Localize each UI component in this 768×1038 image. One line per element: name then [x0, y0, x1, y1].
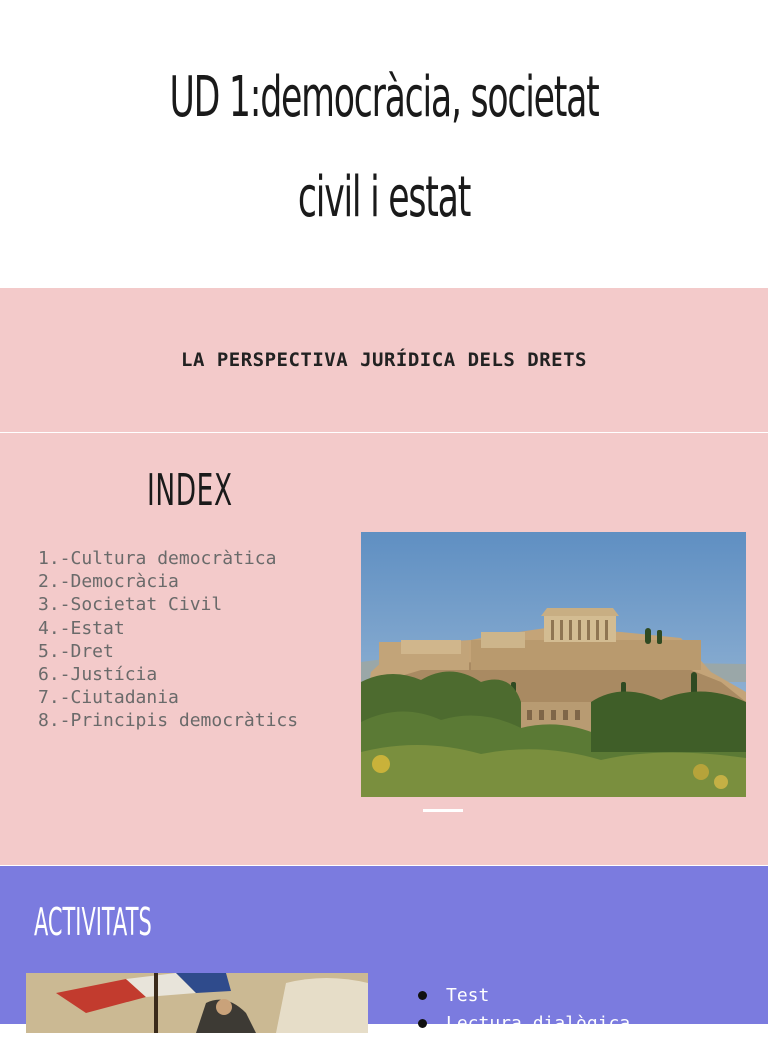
subtitle-slide: [0, 288, 768, 433]
activity-label: Test: [446, 985, 490, 1006]
index-item: 2.-Democràcia: [38, 571, 179, 593]
carousel-indicator[interactable]: [423, 809, 463, 812]
activity-label: Lectura dialògica: [446, 1013, 631, 1034]
title-slide: [0, 0, 768, 288]
index-item: 7.-Ciutadania: [38, 687, 179, 709]
acropolis-photo: [361, 532, 746, 797]
title-line-1: UD 1:democràcia, societat: [169, 65, 599, 130]
index-item: 1.-Cultura democràtica: [38, 548, 277, 569]
activities-heading: ACTIVITATS: [34, 900, 152, 944]
activities-slide: [0, 866, 768, 1034]
index-item: 5.-Dret: [38, 640, 114, 662]
index-item: 3.-Societat Civil: [38, 594, 223, 616]
index-item: 8.-Principis democràtics: [38, 710, 299, 732]
index-list: [38, 547, 298, 733]
presentation-title: [146, 40, 622, 248]
activity-item[interactable]: [418, 1010, 630, 1038]
title-line-2: civil i estat: [297, 165, 471, 230]
subtitle-text: LA PERSPECTIVA JURÍDICA DELS DRETS: [181, 349, 587, 371]
index-item: 4.-Estat: [38, 617, 125, 639]
liberty-painting-image: [26, 973, 368, 1033]
index-slide: [0, 433, 768, 865]
bullet-icon: [418, 991, 427, 1000]
index-heading: INDEX: [147, 465, 233, 516]
activities-list: [418, 982, 630, 1038]
activity-item[interactable]: [418, 982, 630, 1010]
index-item: 6.-Justícia: [38, 664, 158, 686]
